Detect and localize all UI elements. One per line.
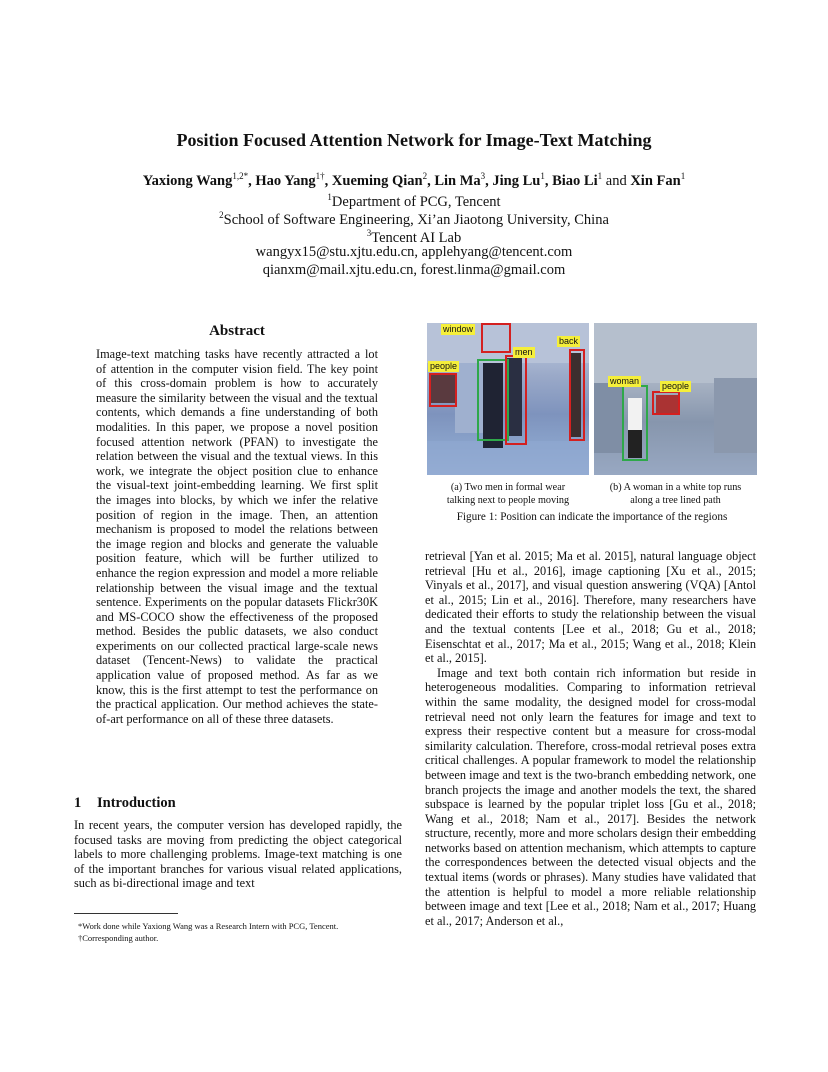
footnote: *Work done while Yaxiong Wang was a Research Intern with PCG, Tencent. [78, 921, 339, 931]
region-label: back [559, 336, 579, 346]
bounding-box-red [481, 323, 511, 353]
author-sup: 1 [540, 171, 545, 181]
subcaption-a [427, 481, 589, 507]
author-sup: 1 [680, 171, 686, 181]
paragraph: Image and text both contain rich information but reside in heterogeneous modalities. Comparing to information retrieval within the same modality, the designed model for cross-modal retrieval need not only learn the features for image and text to express their respective content but a measure for cross-modal similarity calculation. Therefore, cross-modal retrieval poses extra critical challenges. A popular framework to model the relationship between image and text is the two-branch embedding network, one branch projects the image and another models the text, the shared subspace is learned by the popular triplet loss [Gu et al., 2018; Wang et al., 2018; Nam et al., 2017]. Besides the network structure, recently, more and more scholars design their embedding networks based on attention mechanism, which attempts to capture the correspondences between the detected visual objects and the textual items (words or phrases). Many studies have validated that the attention is helpful to model a more reliable relationship between image and text [Lee et al., 2018; Nam et al., 2017; Huang et al., 2017; Anderson et al., [425, 665, 756, 928]
affiliation-text: Tencent AI Lab [371, 229, 462, 246]
bounding-box-red [505, 355, 527, 445]
subcaption-line: (a) Two men in formal wear [450, 482, 566, 493]
subcaption-b [594, 481, 757, 507]
author-name: Hao Yang [255, 172, 316, 189]
intro-body: In recent years, the computer version has developed rapidly, the focused tasks are moving from predicting the object categorical labels to more challenging problems. Image-text matching is one of the important branches for various visual related applications, such as bi-directional image and text [74, 818, 402, 891]
region-label: woman [610, 376, 640, 386]
region-label: men [515, 347, 533, 357]
region-label: people [430, 361, 458, 371]
figure-caption: Figure 1: Position can indicate the importance of the regions [456, 511, 728, 523]
author-sup: 1,2* [232, 171, 249, 181]
email-line: qianxm@mail.xjtu.edu.cn, forest.linma@gmail.com [262, 262, 566, 278]
background-trees [714, 378, 757, 453]
footnote: †Corresponding author. [78, 933, 159, 943]
author-name: Biao Li [552, 172, 598, 189]
region-label: window [443, 324, 474, 334]
author-sup: 1† [315, 171, 325, 181]
abstract-heading: Abstract [209, 323, 265, 339]
bounding-box-red [569, 349, 585, 441]
abstract-body: Image-text matching tasks have recently attracted a lot of attention in the computer vision field. The key point of this cross-domain problem is how to accurately measure the similarity between the visual and the textual contents, which demands a fine understanding of both modalities. In this paper, we propose a novel position focused attention network (PFAN) to investigate the relation between the visual and the textual views. In this work, we integrate the object position clue to enhance the visual-text joint-embedding learning. We first split the images into blocks, by which we infer the relative position of region in the image. Then, an attention mechanism is proposed to model the relations between the image region and blocks and generate the valuable position feature, which will be further utilized to enhance the region expression and model a more reliable relationship between the visual image and the textual sentence. Experiments on the popular datasets Flickr30K and MS-COCO show the effectiveness of the proposed method. Besides the public datasets, we also conduct experiments on our collected practical large-scale news dataset (Tencent-News) to validate the practical application value of proposed method. As far as we know, this is the first attempt to test the performance on the practical application. Our method achieves the state-of-art performance on all of these three datasets. [96, 347, 378, 726]
affiliation-text: School of Software Engineering, Xi’an Jiaotong University, China [223, 211, 609, 228]
bounding-box-green [622, 385, 648, 461]
author-sup: 3 [480, 171, 486, 181]
author-conjunction: and [605, 172, 627, 189]
background-trees [594, 323, 757, 383]
author-list: Yaxiong Wang$^{1,2*}$, Hao Yang$^{1\dagger}$, Xueming Qian$^2$, Lin Ma$^3$, Jing Lu$^1$, Biao Li$^1$ and Xin Fan$^1$ [142, 171, 686, 189]
affiliation-sup: 2 [219, 210, 224, 220]
ground [427, 441, 589, 475]
author-name: Jing Lu [492, 172, 541, 189]
figure-image-a [427, 323, 589, 475]
paragraph: retrieval [Yan et al. 2015; Ma et al. 2015], natural language object retrieval [Hu et al., 2016], image captioning [Xu et al., 2015; Vinyals et al., 2017], and visual question answering (VQA) [Antol et al., 2015; Lin et al., 2016]. Therefore, many researchers have dedicated their efforts to study the relationship between the visual and the textual contents [Lee et al., 2018; Gu et al., 2018; Eisenschtat et al., 2017; Ma et al., 2015; Wang et al., 2018; Klein et al., 2015]. [425, 549, 756, 666]
subcaption-line: (b) A woman in a white top runs [609, 482, 742, 493]
affiliation-sup: 3 [366, 228, 372, 238]
author-sup: 1 [597, 171, 603, 181]
section-number: 1 [74, 795, 82, 811]
bounding-box-red [652, 391, 680, 415]
author-name: Lin Ma [434, 172, 481, 189]
author-name: Yaxiong Wang [142, 172, 233, 189]
region-label: people [662, 381, 690, 391]
background-trees [594, 383, 624, 453]
affiliation-text: Department of PCG, Tencent [331, 193, 501, 210]
email-line: wangyx15@stu.xjtu.edu.cn, applehyang@tencent.com [255, 244, 573, 260]
author-sup: 2 [422, 171, 428, 181]
affiliation-sup: 1 [327, 192, 332, 202]
section-heading [74, 795, 176, 812]
footnote-rule [74, 913, 178, 914]
figure-image-b [594, 323, 757, 475]
bounding-box-red [429, 373, 457, 407]
paper-title: Position Focused Attention Network for Image-Text Matching [176, 130, 652, 150]
author-name: Xin Fan [630, 172, 681, 189]
section-title: Introduction [97, 795, 176, 811]
subcaption-line: along a tree lined path [630, 495, 721, 506]
right-column-body [425, 549, 756, 928]
subcaption-line: talking next to people moving [446, 495, 570, 506]
author-name: Xueming Qian [331, 172, 423, 189]
